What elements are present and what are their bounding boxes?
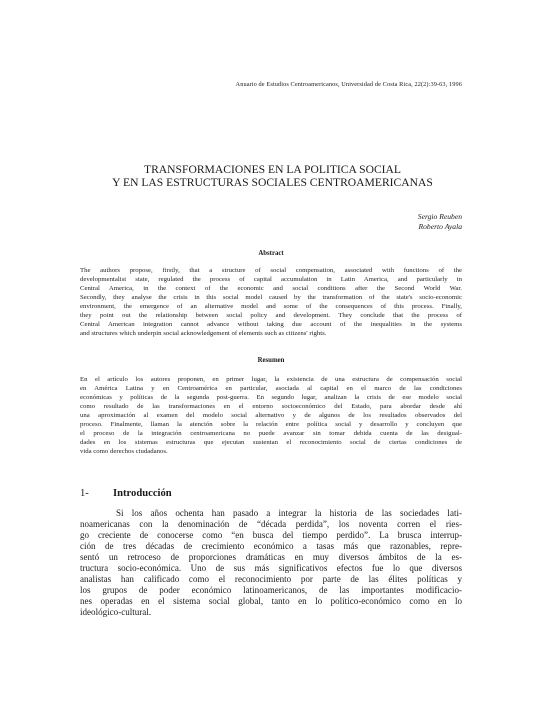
author-list (300, 212, 462, 232)
body-line: ción de tres décadas de crecimiento económico a tasas más que razonables, repre- (80, 541, 462, 552)
body-line: go creciente de conocerse como “en busca del tiempo perdido”. La brusca interrup- (80, 530, 462, 541)
intro-paragraph (80, 508, 462, 618)
author-name: Sergio Reuben (417, 212, 462, 221)
body-line: nes operadas en el sistema social global, tanto en lo político-económico como en lo (80, 596, 462, 607)
section-heading (80, 488, 462, 499)
abstract-line: and structures which underpin social acknowledgement of elements such as citizens' rights. (80, 329, 327, 337)
resumen-line: en América Latina y en Centroamérica en particular, asociada al capital en el marco de las condiciones (80, 384, 462, 392)
resumen-line: una aproximación al examen del modelo social alternativo y de algunos de los resultados observados del (80, 411, 462, 419)
body-line: Si los años ochenta han pasado a integrar la historia de las sociedades lati- (116, 508, 462, 518)
author-name: Roberto Ayala (418, 222, 462, 231)
abstract-text (80, 267, 462, 339)
resumen-line: como resultado de las transformaciones en el entorno socioeconómico del Estado, para abordar desde ahí (80, 402, 462, 410)
body-line: analistas han calificado como el reconocimiento por parte de las élites políticas y (80, 574, 462, 585)
paper-title (60, 163, 485, 189)
abstract-line: The authors propose, firstly, that a structure of social compensation, associated with functions of the (80, 267, 462, 274)
abstract-line: developmentalist state, regulated the process of capital accumulation in Latin America, and particularly in (80, 275, 462, 283)
section-number: 1- (80, 488, 89, 499)
body-line: sentó un retroceso de proporciones dramáticas en muy diversos ámbitos de la es- (80, 552, 462, 563)
resumen-line: dades en los sistemas estructuras que ejecutan sustentan el reconocimiento social de ciertas condiciones de (80, 438, 462, 446)
title-line-1: TRANSFORMACIONES EN LA POLITICA SOCIAL (143, 163, 401, 176)
abstract-line: Central America, in the context of the economic and social conditions after the Second World War. (80, 284, 462, 292)
resumen-text (80, 376, 462, 457)
resumen-line: el proceso de la integración centroamericana no puede avanzar sin tomar debida cuenta de las desigual- (80, 429, 462, 437)
abstract-line: they point out the relationship between social policy and development. They conclude that the process of (80, 311, 462, 319)
section-title: Introducción (113, 488, 172, 499)
abstract-line: Central American integration cannot advance without taking due account of the inequalities in the systems (80, 320, 462, 328)
journal-citation: Anuario de Estudios Centroamericanos, Universidad de Costa Rica, 22(2):39-63, 1996 (235, 81, 462, 88)
abstract-line: environment, the emergence of an alternative model and some of the consequences of this process. Finally, (80, 302, 462, 310)
abstract-line: Secondly, they analyse the crisis in this social model caused by the transformation of the state's socio-economic (80, 293, 462, 301)
resumen-heading: Resumen (257, 357, 285, 364)
body-line: los grupos de poder económico latinoamericanos, de las importantes modificacio- (80, 585, 462, 596)
resumen-line: económicas y políticas de la segunda post-guerra. En segundo lugar, analizan la crisis de ese modelo social (80, 393, 462, 401)
body-line: noamericanas con la denominación de “década perdida”, los noventa corren el ries- (80, 519, 462, 530)
resumen-line: proceso. Finalmente, llaman la atención sobre la relación entre política social y desarrollo y concluyen que (80, 420, 462, 428)
body-line: ideológico-cultural. (80, 607, 152, 618)
resumen-line: En el artículo los autores proponen, en primer lugar, la existencia de una estructura de compensación social (80, 376, 462, 383)
resumen-line: vida como derechos ciudadanos. (80, 447, 168, 455)
body-line: tructura socio-económica. Uno de sus más significativos efectos fue lo que diversos (80, 563, 462, 574)
title-line-2: Y EN LAS ESTRUCTURAS SOCIALES CENTROAMERICANAS (112, 176, 433, 189)
abstract-heading: Abstract (258, 250, 284, 257)
